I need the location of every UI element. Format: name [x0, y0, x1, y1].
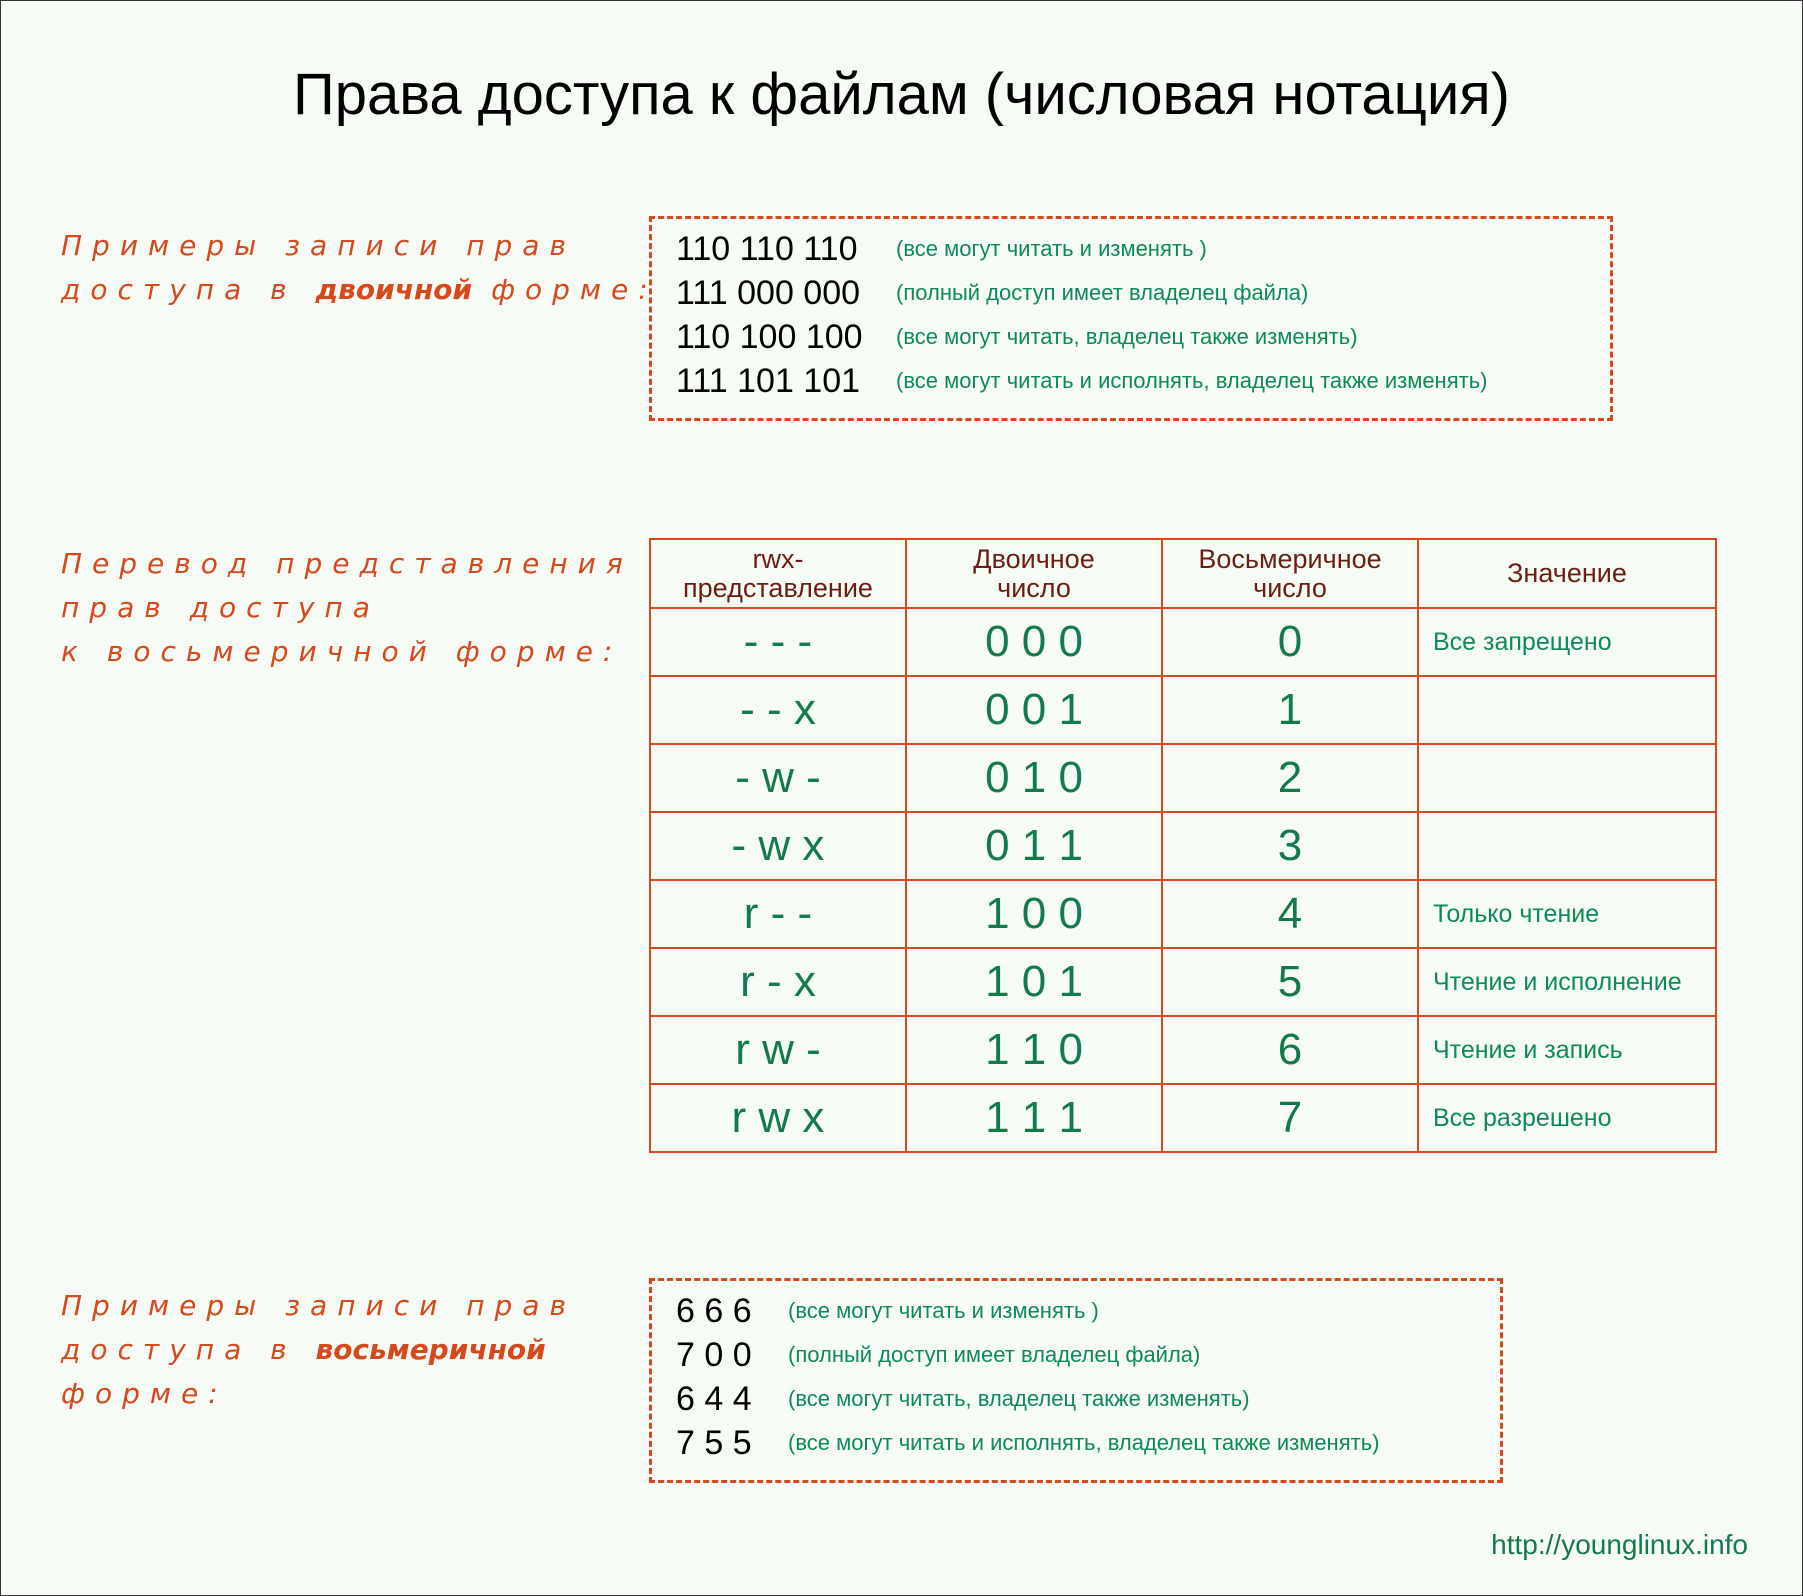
binary-example-note: (все могут читать и изменять )	[896, 236, 1207, 261]
cell-binary: 1 0 0	[906, 880, 1162, 948]
octal-example-row	[676, 1421, 1380, 1465]
table-row	[650, 812, 1716, 880]
octal-section-label	[61, 1284, 576, 1416]
binary-example-row	[676, 271, 1308, 315]
cell-binary: 1 1 1	[906, 1084, 1162, 1152]
table-row	[650, 948, 1716, 1016]
octal-example-row	[676, 1289, 1099, 1333]
binary-label-bold: двоичной	[315, 273, 473, 306]
cell-octal: 5	[1162, 948, 1418, 1016]
cell-octal: 2	[1162, 744, 1418, 812]
header-bin-line1: Двоичное	[973, 543, 1095, 574]
octal-example-code: 6 6 6	[676, 1291, 752, 1330]
cell-meaning: Все запрещено	[1418, 608, 1716, 676]
cell-binary: 1 1 0	[906, 1016, 1162, 1084]
binary-example-note: (все могут читать, владелец также изменять)	[896, 324, 1358, 349]
table-header-row	[650, 539, 1716, 608]
octal-label-line1: Примеры записи прав	[61, 1289, 576, 1322]
octal-example-code: 7 0 0	[676, 1335, 752, 1374]
binary-example-code: 111 000 000	[676, 273, 861, 312]
cell-rwx: - w -	[650, 744, 906, 812]
cell-octal: 3	[1162, 812, 1418, 880]
cell-meaning: Все разрешено	[1418, 1084, 1716, 1152]
cell-meaning	[1418, 744, 1716, 812]
conversion-section-label	[61, 542, 633, 674]
table-row	[650, 744, 1716, 812]
header-rwx-line2: представление	[683, 572, 873, 603]
cell-meaning	[1418, 676, 1716, 744]
table-row	[650, 880, 1716, 948]
cell-meaning: Чтение и запись	[1418, 1016, 1716, 1084]
cell-octal: 7	[1162, 1084, 1418, 1152]
binary-example-row	[676, 315, 1358, 359]
octal-example-note: (все могут читать и исполнять, владелец также изменять)	[788, 1430, 1380, 1455]
octal-label-pre: доступа в	[61, 1333, 316, 1366]
table-row	[650, 1016, 1716, 1084]
octal-label-line2	[61, 1328, 576, 1372]
cell-octal: 4	[1162, 880, 1418, 948]
binary-example-code: 110 100 100	[676, 317, 863, 356]
octal-example-row	[676, 1377, 1250, 1421]
cell-binary: 0 0 0	[906, 608, 1162, 676]
octal-example-note: (полный доступ имеет владелец файла)	[788, 1342, 1201, 1367]
cell-binary: 0 0 1	[906, 676, 1162, 744]
cell-meaning: Чтение и исполнение	[1418, 948, 1716, 1016]
cell-binary: 0 1 0	[906, 744, 1162, 812]
binary-example-note: (полный доступ имеет владелец файла)	[896, 280, 1309, 305]
permissions-table	[649, 538, 1717, 1153]
header-meaning: Значение	[1418, 539, 1716, 608]
cell-rwx: r - -	[650, 880, 906, 948]
cell-rwx: r - x	[650, 948, 906, 1016]
binary-label-line2	[61, 268, 658, 312]
cell-meaning: Только чтение	[1418, 880, 1716, 948]
octal-example-note: (все могут читать, владелец также изменять)	[788, 1386, 1250, 1411]
octal-example-code: 6 4 4	[676, 1379, 752, 1418]
binary-example-code: 111 101 101	[676, 361, 861, 400]
cell-rwx: r w -	[650, 1016, 906, 1084]
table-row	[650, 676, 1716, 744]
binary-label-post: форме:	[472, 273, 658, 306]
header-binary	[906, 539, 1162, 608]
octal-label-bold: восьмеричной	[315, 1333, 546, 1366]
octal-examples-box	[649, 1278, 1503, 1483]
binary-examples-box	[649, 216, 1613, 421]
conversion-label-line1: Перевод представления	[61, 547, 633, 580]
binary-example-note: (все могут читать и исполнять, владелец также изменять)	[896, 368, 1488, 393]
header-oct-line1: Восьмеричное	[1198, 543, 1382, 574]
binary-example-row	[676, 359, 1488, 403]
cell-rwx: - w x	[650, 812, 906, 880]
cell-rwx: - - -	[650, 608, 906, 676]
binary-label-line1: Примеры записи прав	[61, 229, 576, 262]
cell-rwx: - - x	[650, 676, 906, 744]
conversion-label-line2: прав доступа	[61, 591, 380, 624]
header-rwx-line1: rwx-	[752, 543, 804, 574]
conversion-label-line3: к восьмеричной форме:	[61, 635, 623, 668]
cell-rwx: r w x	[650, 1084, 906, 1152]
cell-binary: 1 0 1	[906, 948, 1162, 1016]
binary-example-row	[676, 227, 1207, 271]
octal-example-code: 7 5 5	[676, 1423, 752, 1462]
cell-meaning	[1418, 812, 1716, 880]
binary-label-pre: доступа в	[61, 273, 316, 306]
cell-octal: 6	[1162, 1016, 1418, 1084]
table-row	[650, 608, 1716, 676]
octal-example-row	[676, 1333, 1200, 1377]
header-bin-line2: число	[997, 572, 1071, 603]
header-oct-line2: число	[1253, 572, 1327, 603]
octal-example-note: (все могут читать и изменять )	[788, 1298, 1099, 1323]
header-rwx	[650, 539, 906, 608]
binary-example-code: 110 110 110	[676, 229, 858, 268]
header-octal	[1162, 539, 1418, 608]
table-row	[650, 1084, 1716, 1152]
footer-url[interactable]: http://younglinux.info	[1491, 1529, 1748, 1560]
page-title: Права доступа к файлам (числовая нотация)	[293, 62, 1510, 127]
cell-octal: 0	[1162, 608, 1418, 676]
binary-section-label	[61, 224, 658, 312]
cell-binary: 0 1 1	[906, 812, 1162, 880]
octal-label-line3: форме:	[61, 1377, 228, 1410]
cell-octal: 1	[1162, 676, 1418, 744]
